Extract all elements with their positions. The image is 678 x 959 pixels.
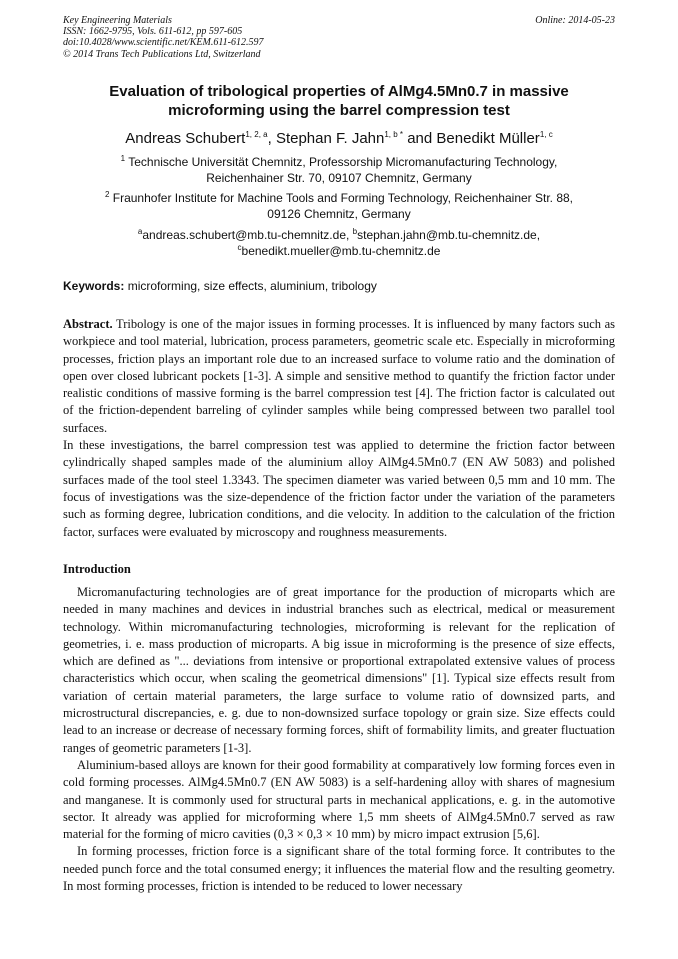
email-superscript: b	[352, 227, 358, 236]
abstract-text: Tribology is one of the major issues in forming processes. It is influenced by many factors such as workpiece and tool material, lubrication, process parameters, geometric scale etc. Especially in microforming processes, friction plays an important role due to an increased surface to volume ratio and the domination of open over closed lubricant pockets [1-3]. A simple and sensitive method to quantify the friction factor under realistic conditions of massive forming is the barrel compression test [4]. The friction factor is calculated out of the friction-dependent barreling of cylinder samples while being compressed between two parallel tool surfaces.	[63, 317, 615, 435]
intro-paragraph-1: Micromanufacturing technologies are of great importance for the production of microparts which are needed in many machines and devices in industrial branches such as electrical, medical or measurement technology. Within micromanufacturing technologies, microforming is relevant for the replication of geometries, i. e. mass production of microparts. A big issue in microforming is the presence of size effects, which are defined as "... deviations from intensive or proportional extrapolated extensive values of process characteristics which occur, when scaling the geometrical dimensions" [1]. Typical size effects result from variation of certain material parameters, the large surface to volume ratio of downsized parts, and microstructural discrepancies, e. g. due to non-downsized surface topology or grain size. Size effects could lead to an increase or decrease of necessary forming forces, shift of formability limits, and greater fluctuation ranges of geometric parameters [1-3].	[63, 585, 615, 755]
introduction-body	[63, 584, 615, 895]
abstract-paragraph-2: In these investigations, the barrel compression test was applied to determine the friction factor between cylindrically shaped samples made of the aluminium alloy AlMg4.5Mn0.7 (EN AW 5083) and polished surfaces made of the tool steel 1.3343. The specimen diameter was varied between 0,5 mm and 10 mm. The focus of investigations was the size-dependence of the friction factor under the variation of the parameters such as forming degree, lubrication conditions, and die velocity. In addition to the calculation of the friction factor, surfaces were evaluated by microscopy and roughness measurements.	[63, 438, 615, 539]
email-link[interactable]: benedikt.mueller@mb.tu-chemnitz.de	[241, 243, 441, 258]
journal-name: Key Engineering Materials	[63, 15, 172, 26]
author-name: Andreas Schubert	[125, 130, 246, 147]
author-superscript: 1, b *	[384, 130, 404, 139]
affiliation-text: Technische Universität Chemnitz, Professorship Micromanufacturing Technology,	[125, 155, 558, 169]
keywords-text: microforming, size effects, aluminium, tribology	[124, 279, 377, 293]
affiliation-2	[80, 191, 598, 222]
abstract	[63, 316, 615, 541]
affiliation-address: Reichenhainer Str. 70, 09107 Chemnitz, Germany	[206, 170, 472, 185]
affiliation-1	[80, 155, 598, 186]
affiliation-address: 09126 Chemnitz, Germany	[267, 206, 411, 221]
author-name: Benedikt Müller	[436, 130, 540, 147]
author-name: Stephan F. Jahn	[275, 130, 385, 147]
keywords-label: Keywords:	[63, 279, 125, 293]
affiliation-superscript: 1	[120, 154, 126, 163]
intro-paragraph-2: Aluminium-based alloys are known for their good formability at comparatively low forming forces even in cold forming processes. AlMg4.5Mn0.7 (EN AW 5083) is a self-hardening alloy with shares of magnesium and manganese. It is commonly used for structural parts in mechanical applications, e. g. in the automotive sector. It already was applied for microforming where 1,5 mm sheets of AlMg4.5Mn0.7 served as raw material for the forming of micro cavities (0,3 × 0,3 × 10 mm) by micro impact extrusion [5,6].	[63, 757, 615, 842]
affiliation-text: Fraunhofer Institute for Machine Tools and Forming Technology, Reichenhainer Str. 88,	[109, 191, 574, 205]
paper-title	[63, 82, 615, 120]
author-separator: and	[403, 130, 437, 147]
author-separator: ,	[267, 130, 276, 147]
abstract-label: Abstract.	[63, 317, 113, 331]
author-list	[63, 130, 615, 148]
email-superscript: c	[237, 242, 242, 252]
intro-paragraph-3: In forming processes, friction force is a significant share of the total forming force. It contributes to the needed punch force and the total consumed energy; it influences the material flow and the resulting geometry. In most forming processes, friction is intended to be reduced to lower necessary	[63, 844, 615, 894]
author-superscript: 1, 2, a	[245, 130, 268, 139]
affiliation-superscript: 2	[104, 190, 110, 199]
abstract-paragraph-1	[63, 316, 615, 437]
email-link[interactable]: andreas.schubert@mb.tu-chemnitz.de,	[142, 228, 353, 242]
publication-header	[63, 15, 615, 60]
title-line-2: microforming using the barrel compression test	[168, 102, 510, 119]
doi-line: doi:10.4028/www.scientific.net/KEM.611-612.597	[63, 37, 264, 49]
online-date: Online: 2014-05-23	[535, 15, 615, 26]
keywords	[63, 279, 615, 294]
author-superscript: 1, c	[539, 130, 553, 139]
email-link[interactable]: stephan.jahn@mb.tu-chemnitz.de,	[357, 228, 541, 242]
copyright-line: © 2014 Trans Tech Publications Ltd, Switzerland	[63, 48, 261, 60]
author-emails	[63, 228, 615, 259]
title-line-1: Evaluation of tribological properties of AlMg4.5Mn0.7 in massive	[109, 83, 569, 100]
email-superscript: a	[137, 227, 143, 236]
issn-line: ISSN: 1662-9795, Vols. 611-612, pp 597-605	[63, 26, 243, 38]
section-heading-introduction: Introduction	[63, 562, 131, 576]
